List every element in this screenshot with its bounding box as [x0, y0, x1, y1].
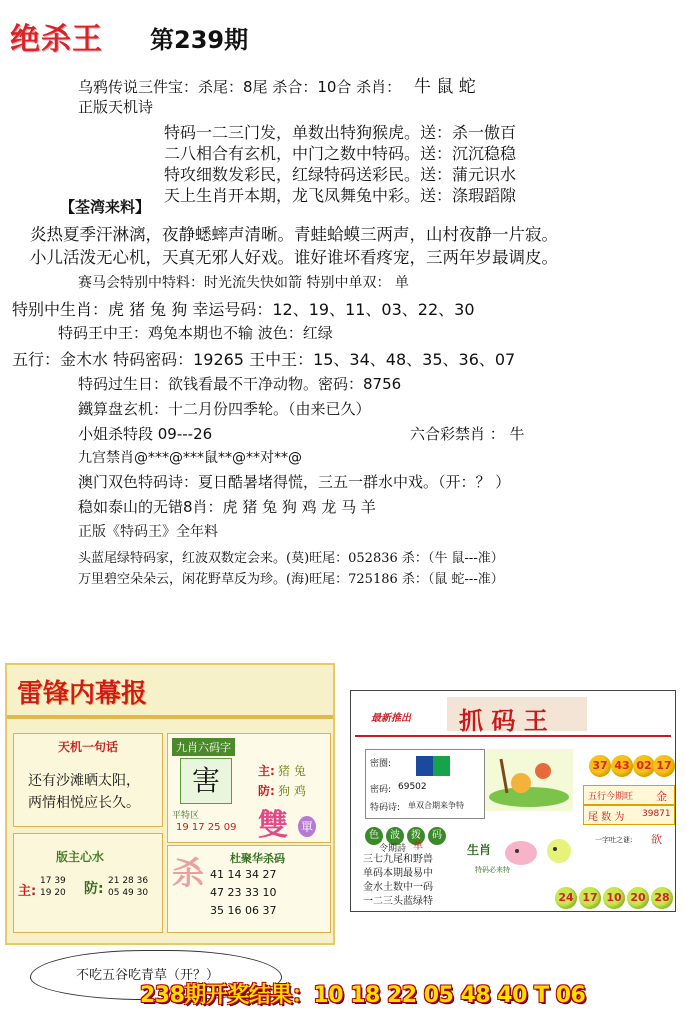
taishan-line: 稳如泰山的无错8肖：虎 猪 兔 狗 鸡 龙 马 羊: [78, 498, 376, 516]
ball-bottom-5: 28: [651, 887, 673, 909]
poem-line-3: 特攻细数发彩民，红绿特码送彩民。送：蒲元识水: [164, 165, 517, 184]
ball-top-1: 37: [589, 755, 611, 777]
single-char: 單: [298, 816, 316, 837]
ball-bottom-3: 10: [603, 887, 625, 909]
tail-value: 39871: [642, 809, 671, 819]
secret-label: 密圈:: [370, 759, 392, 769]
poster-grab-code: [350, 690, 676, 912]
five-label: 五行今期旺: [588, 792, 634, 802]
sky-phrase-2: 两情相悦应长久。: [28, 795, 140, 811]
poem-line-2: 二八相合有玄机，中门之数中特码。送：沉沉稳稳: [164, 144, 517, 163]
zodiac-label: 生肖: [467, 843, 492, 857]
annual-line: 正版《特码王》全年料: [78, 524, 218, 540]
tag-4: 码: [428, 827, 446, 845]
word-label: 一字吐之谜:: [595, 836, 633, 844]
poem-line-1: 特码一二三门发，单数出特狗猴虎。送：杀一傲百: [164, 123, 517, 142]
secret-logo: [416, 756, 450, 776]
pig-illustration: [499, 831, 579, 871]
poem-line-4: 天上生肖开本期，龙飞凤舞兔中彩。送：涤瑕蹈隙: [164, 186, 517, 205]
heart-nums-2: 19 20: [40, 888, 66, 898]
note-line-2: 万里碧空朵朵云，闲花野草反为珍。(海)旺尾：725186 杀：（鼠 蛇---准）: [78, 572, 504, 587]
dan-label: 单: [413, 841, 423, 852]
section-title: 【荃湾来料】: [60, 198, 151, 216]
cartoon-illustration: [485, 749, 573, 811]
ball-top-4: 17: [653, 755, 675, 777]
grid-title: 九肖六码字: [172, 738, 235, 756]
nine-palace-line: 九宫禁肖@***@***鼠**@**对**@: [78, 450, 302, 466]
six-forbid-line: 六合彩禁肖 ： 牛: [410, 425, 525, 443]
king-zodiac-line: 特码王中王：鸡兔本期也不输 波色：红绿: [58, 324, 333, 342]
heart-box: [13, 833, 163, 933]
heart-nums-1: 17 39: [40, 876, 66, 886]
cartoon-icon: [485, 749, 573, 811]
tag-1: 色: [365, 827, 383, 845]
pig-icon: [499, 831, 579, 871]
poster-title: 雷锋内幕报: [17, 679, 148, 709]
ling-poem-1: 三七九尾和野兽: [363, 854, 433, 865]
ball-bottom-4: 20: [627, 887, 649, 909]
five-element-row: [583, 785, 675, 805]
heart-title: 版主心水: [56, 850, 105, 864]
poem-title: 正版天机诗: [78, 98, 154, 116]
main-value: 猪 兔: [278, 764, 306, 778]
heart-main-label: 主:: [18, 884, 37, 899]
five-elements-line: 五行：金木水 特码密码：19265 王中王：15、34、48、35、36、07: [12, 350, 516, 369]
ling-poem: [363, 853, 433, 909]
cloud-riddle: 不吃五谷吃青草（开？）: [76, 968, 220, 983]
ling-label: 令期詩: [379, 844, 407, 854]
heart-defend-label: 防:: [84, 881, 104, 897]
birthday-line: 特码过生日：欲钱看最不干净动物。密码：8756: [78, 375, 402, 393]
code-value: 69502: [398, 782, 427, 792]
poster-right-title: 抓 码 王: [459, 706, 548, 735]
pen-note: 特码必来特: [475, 866, 510, 874]
main-label: 主:: [258, 764, 275, 778]
poster-lei-feng: [5, 663, 335, 945]
ball-top-3: 02: [633, 755, 655, 777]
lottery-result: 238期开奖结果：10 18 22 05 48 40 T 06: [140, 983, 586, 1008]
ball-top-2: 43: [611, 755, 633, 777]
big-char: 害: [180, 758, 232, 804]
summer-line-2: 小儿活泼无心机，天真无邪人好戏。谁好谁坏看疼宠，三两年岁最调皮。: [30, 248, 558, 267]
sky-phrase-1: 还有沙滩晒太阳，: [28, 773, 140, 789]
tag-3: 拨: [407, 827, 425, 845]
logo: 绝杀王: [10, 22, 103, 57]
ling-poem-4: 一二三头蓝绿特: [363, 896, 433, 907]
ling-poem-2: 单码本期最易中: [363, 868, 433, 879]
issue-number: 第239期: [150, 26, 249, 54]
defend-value: 狗 鸡: [278, 784, 306, 798]
code-label: 密码:: [370, 785, 392, 795]
summer-line-1: 炎热夏季汗淋漓，夜静蟋蟀声清晰。青蛙蛤蟆三两声，山村夜静一片寂。: [30, 225, 558, 244]
race-line: 赛马会特别中特料：时光流失快如箭 特别中单双： 单: [78, 275, 409, 291]
abacus-line: 鐵算盘玄机：十二月份四季轮。（由来已久）: [78, 400, 371, 418]
new-label: 最新推出: [371, 713, 411, 724]
society-row-1: 41 14 34 27: [210, 868, 277, 881]
miss-kill-line: 小姐杀特段 09---26: [78, 425, 213, 443]
nine-zodiac-box: [167, 733, 331, 843]
kill-char: 杀: [172, 854, 205, 892]
divider: [7, 715, 333, 719]
defend-label: 防:: [258, 784, 275, 798]
crow-text: 乌鸦传说三件宝：杀尾：8尾 杀合：10合 杀肖：: [78, 78, 402, 96]
secret-block: [365, 749, 485, 819]
macau-line: 澳门双色特码诗：夏日酷暑堵得慌，三五一群水中戏。（开：？ ）: [78, 473, 511, 491]
tm-value: 单双合期来争特: [408, 801, 464, 810]
double-char: 雙: [258, 808, 288, 843]
society-box: [167, 845, 331, 933]
crow-line: [78, 72, 476, 97]
society-title: 杜聚华杀码: [230, 852, 285, 865]
tail-row: [583, 805, 675, 825]
special-zodiac-line: 特别中生肖：虎 猪 兔 狗 幸运号码：12、19、11、03、22、30: [12, 300, 475, 319]
five-value: 金: [656, 790, 667, 803]
crow-zodiac: 牛 鼠 蛇: [413, 77, 476, 97]
tag-2: 波: [386, 827, 404, 845]
sky-phrase-box: [13, 733, 163, 827]
ling-poem-3: 金水土数中一码: [363, 882, 433, 893]
poster-header: [355, 695, 671, 737]
heart-nums-3: 21 28 36: [108, 876, 149, 886]
tail-label: 尾 数 为: [588, 812, 625, 823]
sky-phrase-title: 天机一句话: [58, 740, 119, 754]
flat-label: 平特区: [172, 811, 200, 821]
society-row-3: 35 16 06 37: [210, 904, 277, 917]
society-row-2: 47 23 33 10: [210, 886, 277, 899]
ball-bottom-1: 24: [555, 887, 577, 909]
word-value: 欲: [651, 833, 662, 846]
note-line-1: 头蓝尾绿特码家，红波双数定会来。(莫)旺尾：052836 杀：（牛 鼠---准）: [78, 551, 504, 566]
tm-label: 特码诗:: [370, 803, 401, 813]
heart-nums-4: 05 49 30: [108, 888, 149, 898]
flat-numbers: 19 17 25 09: [176, 822, 237, 833]
ball-bottom-2: 17: [579, 887, 601, 909]
